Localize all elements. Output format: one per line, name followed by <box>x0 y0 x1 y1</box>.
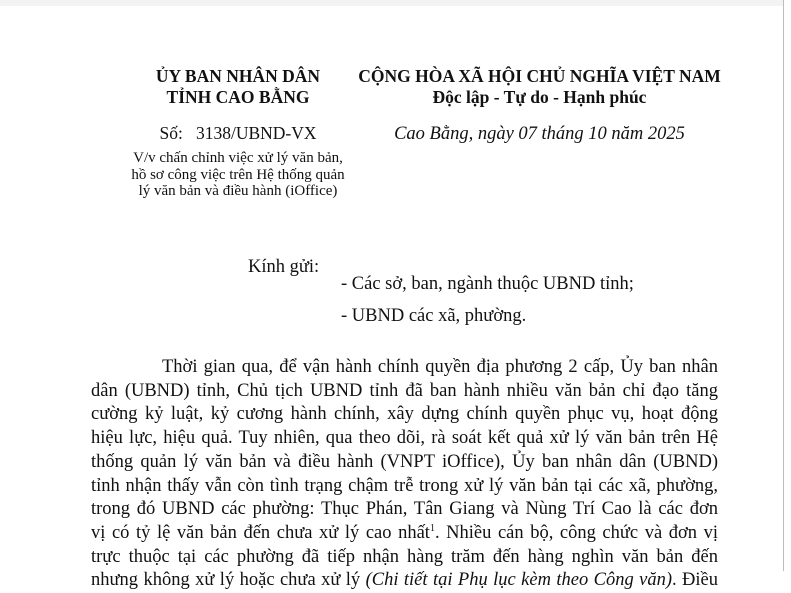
issuer-province: TỈNH CAO BẰNG <box>166 87 310 107</box>
national-title: CỘNG HÒA XÃ HỘI CHỦ NGHĨA VIỆT NAM <box>358 66 721 86</box>
viewer-margin <box>784 0 791 571</box>
body-text-segment: nhưng không xử lý hoặc chưa xử lý <box>91 570 366 591</box>
subject-line: hồ sơ công việc trên Hệ thống quản <box>131 166 345 183</box>
subject-line: V/v chấn chỉnh việc xử lý văn bản, <box>133 150 343 166</box>
recipient-item: - Các sở, ban, ngành thuộc UBND tỉnh; <box>341 274 634 294</box>
body-line: thống quản lý văn bản và điều hành (VNPT iOffice), Ủy ban nhân dân (UBND) <box>91 451 718 472</box>
document-subject <box>92 150 384 200</box>
body-line <box>91 569 718 593</box>
appendix-reference: (Chi tiết tại Phụ lục kèm theo Công văn) <box>365 570 672 591</box>
issuer-name: ỦY BAN NHÂN DÂN <box>155 66 321 86</box>
document-number-prefix: Số: <box>159 123 183 143</box>
viewer-top-edge <box>0 0 783 6</box>
body-line: cường kỷ luật, kỷ cương hành chính, xây dựng chính quyền phục vụ, hoạt động <box>91 404 718 425</box>
footnote-marker: 1 <box>429 522 435 534</box>
place-date: Cao Bằng, ngày 07 tháng 10 năm 2025 <box>394 124 685 144</box>
document-number-suffix: /UBND-VX <box>230 123 317 143</box>
subject-line: lý văn bản và điều hành (iOffice) <box>138 183 338 199</box>
recipients-label: Kính gửi: <box>248 257 320 277</box>
recipient-item: - UBND các xã, phường. <box>341 306 527 326</box>
body-line: Thời gian qua, để vận hành chính quyền địa phương 2 cấp, Ủy ban nhân <box>162 357 718 377</box>
body-line: dân (UBND) tỉnh, Chủ tịch UBND tỉnh đã ban hành nhiều văn bản chỉ đạo tăng <box>91 380 718 401</box>
document-number <box>92 123 384 144</box>
body-line: trong đó UBND các phường: Thục Phán, Tân Giang và Nùng Trí Cao là các đơn <box>91 499 718 520</box>
document-number-value: 3138 <box>195 123 231 143</box>
body-text-segment: vị có tỷ lệ văn bản đến chưa xử lý cao nhất <box>91 522 430 543</box>
body-line <box>91 522 718 546</box>
body-text-segment: . Điều <box>672 570 719 591</box>
national-motto: Độc lập - Tự do - Hạnh phúc <box>432 87 647 107</box>
body-line: tỉnh nhận thấy vẫn còn tình trạng chậm trễ trong xử lý văn bản tại các xã, phường, <box>91 475 718 496</box>
body-paragraph <box>91 356 718 593</box>
body-line: hiệu lực, hiệu quả. Tuy nhiên, qua theo dõi, rà soát kết quả xử lý văn bản trên Hệ <box>91 428 718 449</box>
body-line: trực thuộc tại các phường đã tiếp nhận hàng trăm đến hàng nghìn văn bản đến <box>91 546 718 567</box>
body-text-segment: . Nhiều cán bộ, công chức và đơn vị <box>434 522 718 543</box>
national-header <box>352 66 727 108</box>
issuer-header <box>92 66 384 108</box>
